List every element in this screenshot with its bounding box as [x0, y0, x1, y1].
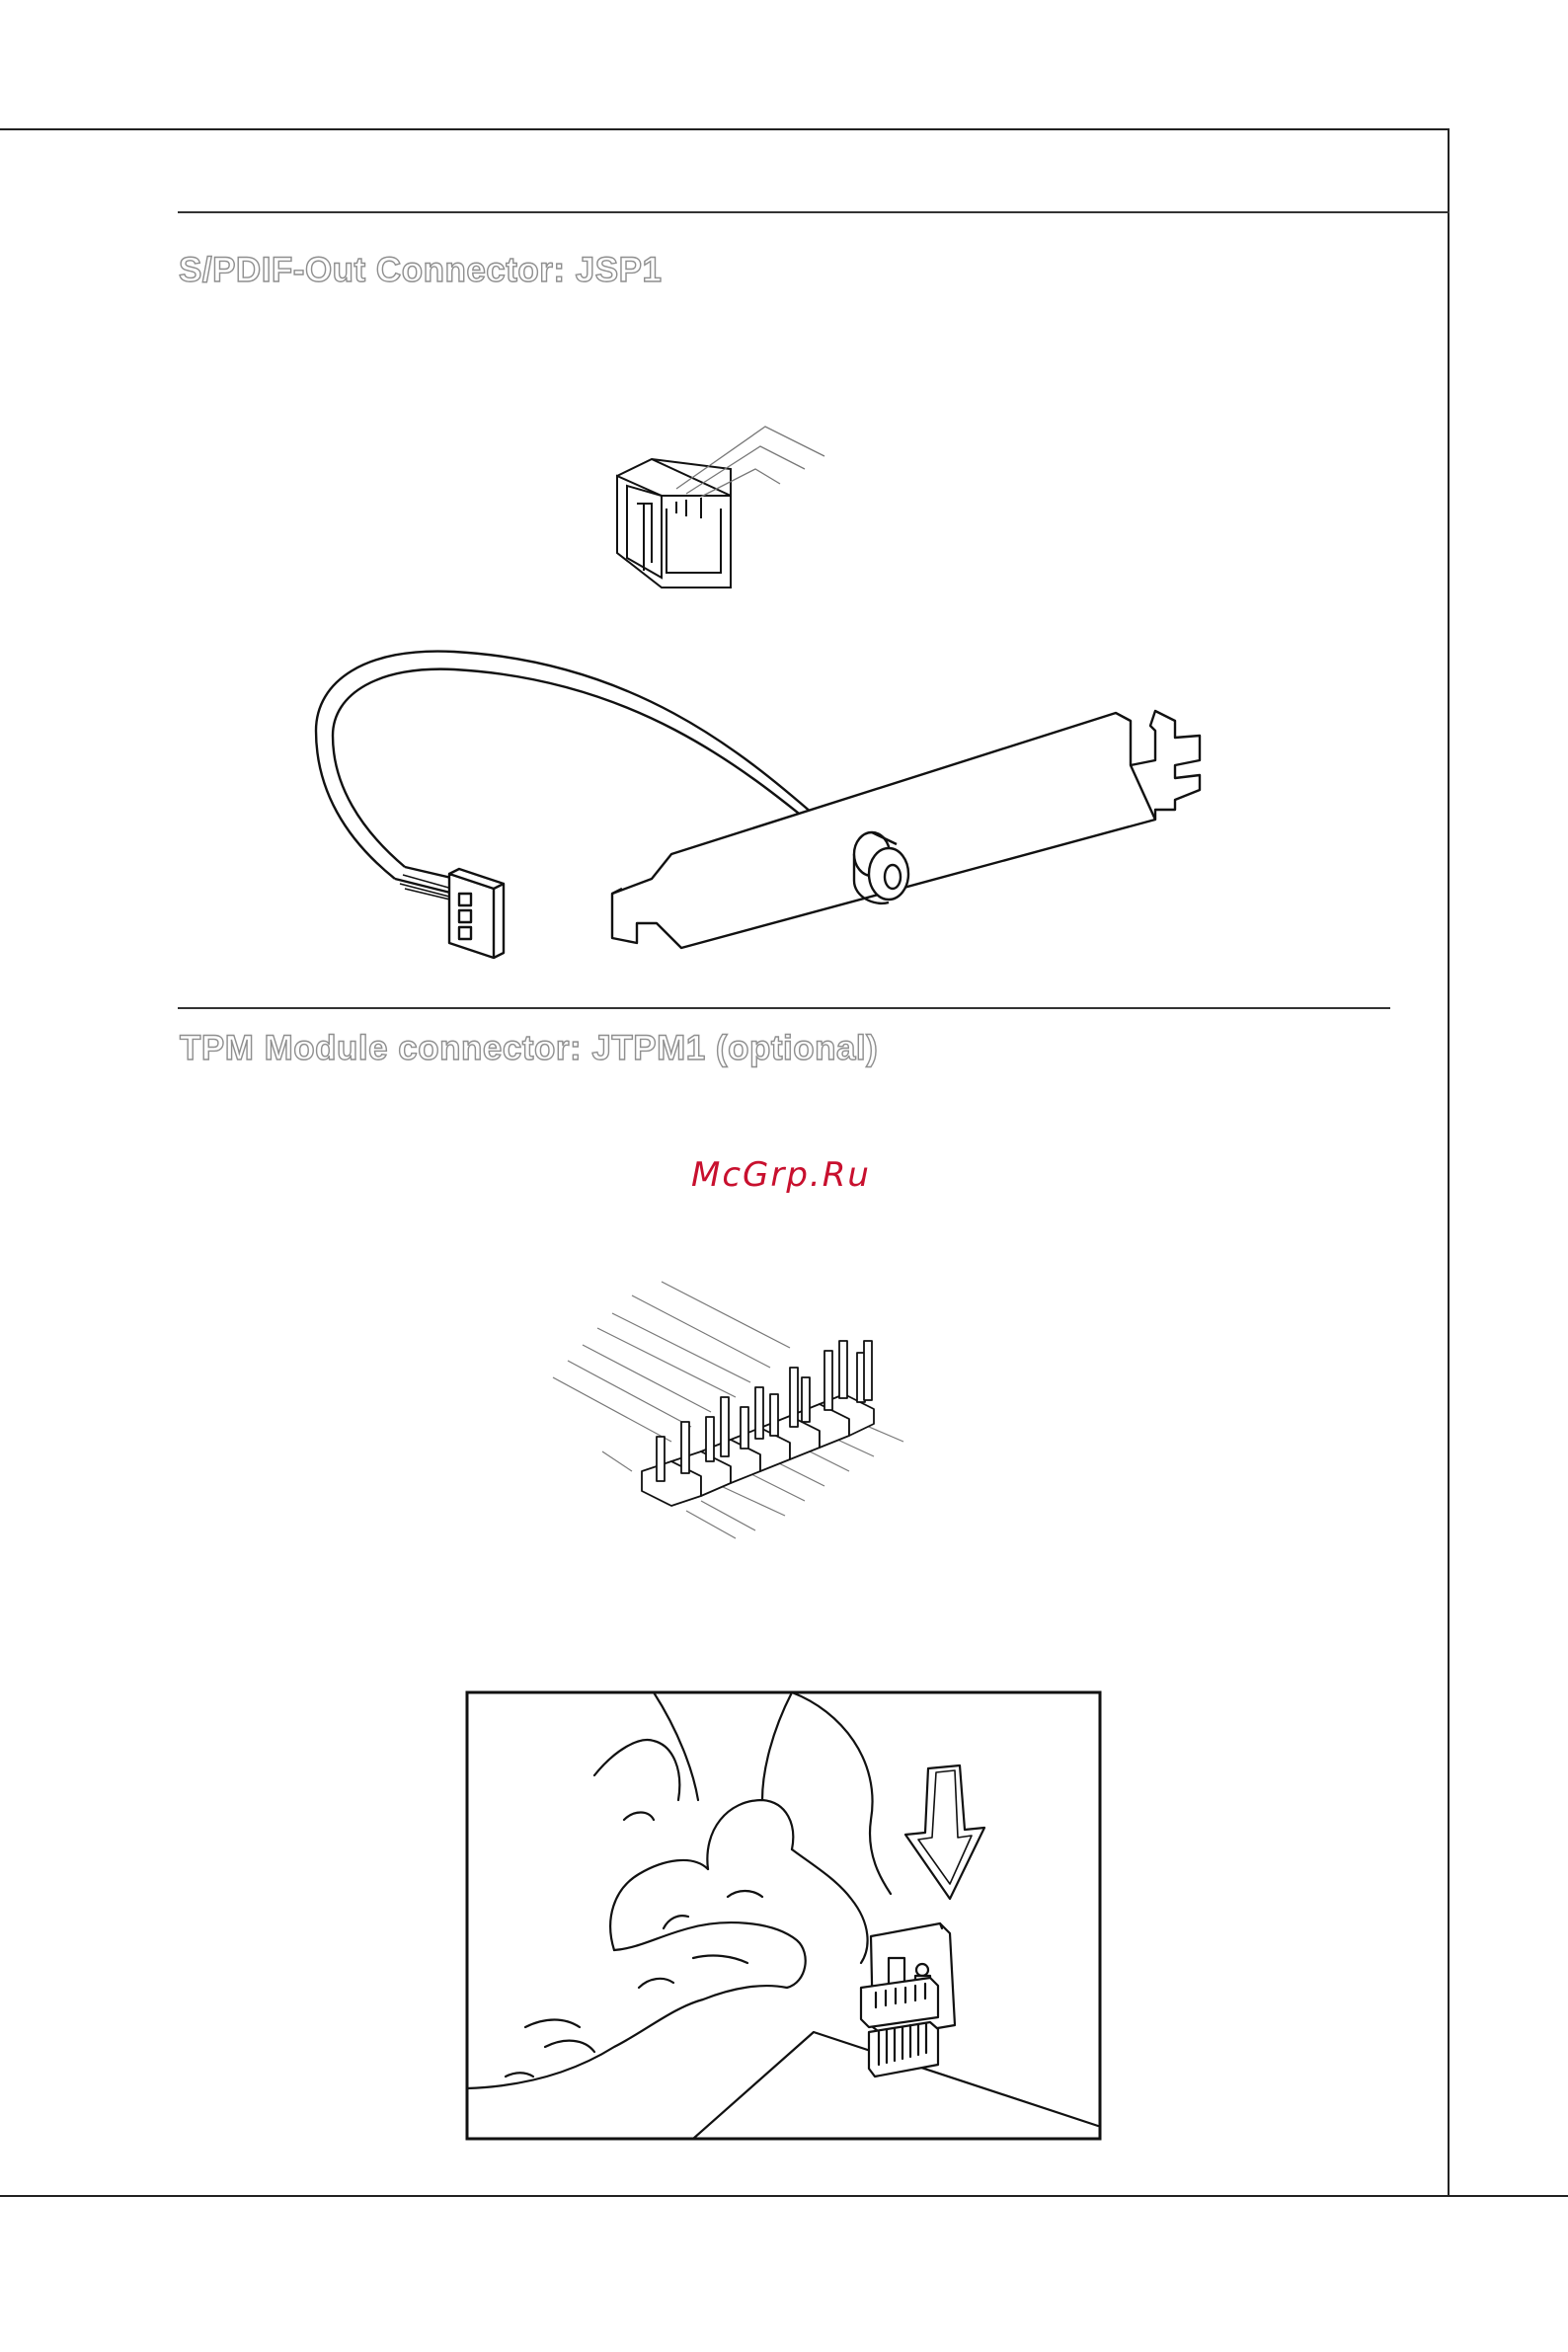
section-heading-tpm: TPM Module connector: JTPM1 (optional) — [180, 1029, 879, 1067]
spdif-bracket-cable — [306, 642, 1254, 968]
section-divider — [178, 211, 1450, 213]
tpm-module-installation — [466, 1691, 1102, 2141]
right-border — [1448, 128, 1450, 2197]
top-border — [0, 128, 1450, 130]
watermark: McGrp.Ru — [691, 1155, 871, 1195]
section-divider — [178, 1007, 1390, 1009]
spdif-connector-diagram — [592, 415, 849, 592]
section-heading-spdif: S/PDIF-Out Connector: JSP1 — [179, 251, 663, 289]
tpm-pin-header-diagram — [543, 1274, 918, 1540]
bottom-border — [0, 2195, 1568, 2197]
